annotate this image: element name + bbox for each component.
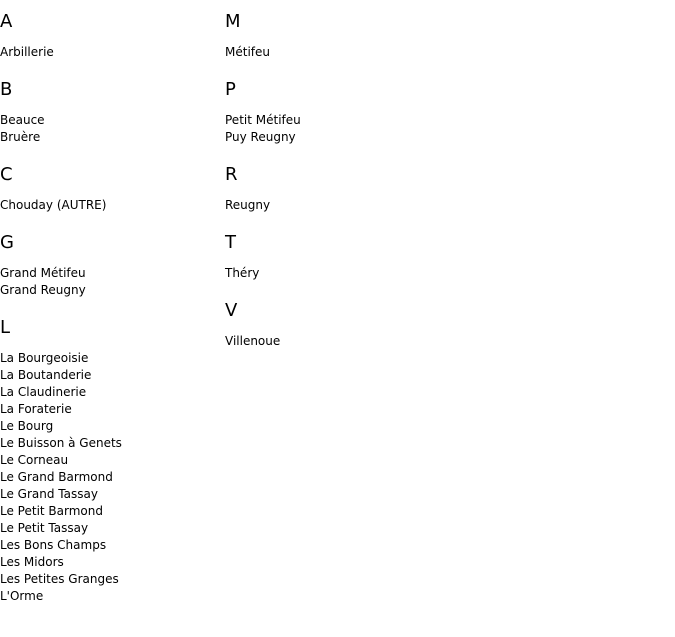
place-link[interactable]: Petit Métifeu [225,113,301,127]
letter-group-v [225,300,450,350]
place-link[interactable]: Théry [225,266,260,280]
index-left-column [0,0,225,623]
letter-heading: V [225,300,238,321]
place-link[interactable]: Bruère [0,130,41,144]
place-link[interactable]: La Boutanderie [0,368,92,382]
place-list [0,44,225,61]
place-list [225,197,450,214]
place-link[interactable]: Le Petit Barmond [0,504,103,518]
place-list [0,197,225,214]
place-list [225,44,450,61]
letter-group-r [225,164,450,214]
place-link[interactable]: Les Petites Granges [0,572,119,586]
place-link[interactable]: La Foraterie [0,402,72,416]
place-link[interactable]: Le Corneau [0,453,69,467]
place-list [225,333,450,350]
place-link[interactable]: Reugny [225,198,271,212]
letter-group-p [225,79,450,146]
letter-heading: L [0,317,11,338]
place-list [0,265,225,299]
letter-group-b [0,79,225,146]
place-link[interactable]: Puy Reugny [225,130,296,144]
place-link[interactable]: Le Buisson à Genets [0,436,122,450]
place-link[interactable]: Villenoue [225,334,281,348]
letter-group-a [0,11,225,61]
letter-heading: A [0,11,13,32]
letter-group-m [225,11,450,61]
place-link[interactable]: Grand Métifeu [0,266,86,280]
place-link[interactable]: L'Orme [0,589,44,603]
letter-group-c [0,164,225,214]
place-list [225,265,450,282]
place-link[interactable]: Grand Reugny [0,283,86,297]
letter-heading: P [225,79,236,100]
place-link[interactable]: Chouday (AUTRE) [0,198,107,212]
place-link[interactable]: Beauce [0,113,45,127]
place-list [0,112,225,146]
letter-heading: G [0,232,14,253]
place-link[interactable]: Arbillerie [0,45,54,59]
place-list [225,112,450,146]
place-link[interactable]: La Bourgeoisie [0,351,89,365]
place-link[interactable]: Le Bourg [0,419,54,433]
letter-group-g [0,232,225,299]
letter-heading: T [225,232,236,253]
place-list [0,350,225,605]
letter-heading: M [225,11,241,32]
index-right-column [225,0,450,368]
place-link[interactable]: La Claudinerie [0,385,87,399]
letter-group-t [225,232,450,282]
letter-heading: B [0,79,13,100]
place-link[interactable]: Le Grand Tassay [0,487,98,501]
letter-group-l [0,317,225,605]
letter-heading: C [0,164,13,185]
place-link[interactable]: Les Bons Champs [0,538,107,552]
place-link[interactable]: Les Midors [0,555,64,569]
letter-heading: R [225,164,238,185]
place-link[interactable]: Le Grand Barmond [0,470,113,484]
place-link[interactable]: Le Petit Tassay [0,521,89,535]
place-link[interactable]: Métifeu [225,45,270,59]
